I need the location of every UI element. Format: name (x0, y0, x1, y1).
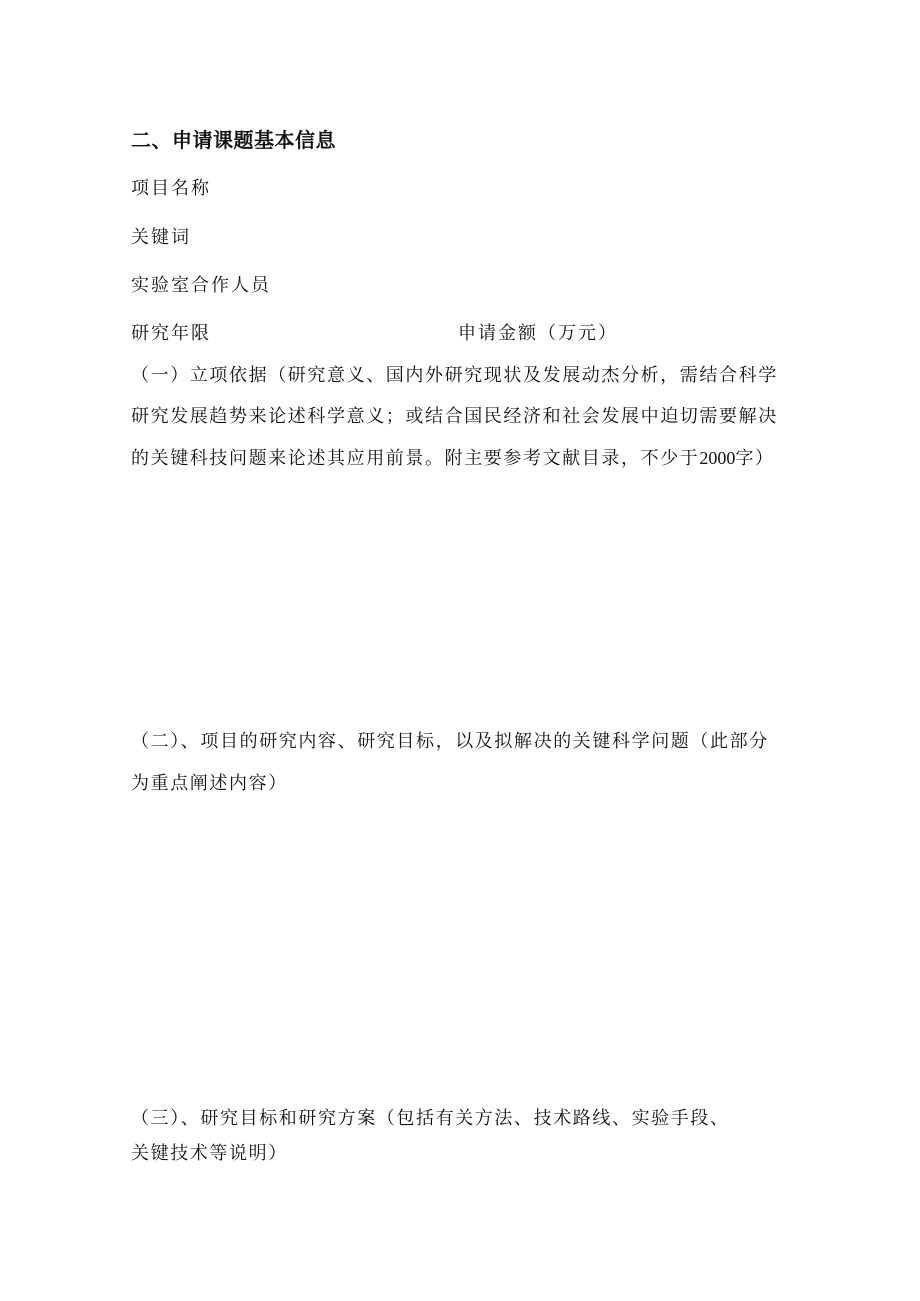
keywords-label: 关键词 (131, 227, 191, 248)
section-heading: 二、申请课题基本信息 (131, 128, 336, 152)
section-3-line-1: （三）、研究目标和研究方案（包括有关方法、技术路线、实验手段、 (131, 1108, 730, 1129)
research-period-label: 研究年限 (131, 323, 211, 344)
amount-label: 申请金额（万元） (458, 323, 618, 344)
section-2-line-2: 为重点阐述内容） (131, 773, 288, 794)
section-1-line-3-text: 的关键科技问题来论述其应用前景。附主要参考文献目录，不少于 (131, 448, 700, 469)
section-1-line-3-tail: 字） (735, 448, 775, 469)
section-1-line-3 (131, 444, 775, 470)
section-3-line-2: 关键技术等说明） (131, 1143, 288, 1164)
word-count-number: 2000 (699, 448, 736, 468)
lab-collaborators-label: 实验室合作人员 (131, 275, 271, 296)
section-1-line-1: （一）立项依据（研究意义、国内外研究现状及发展动杰分析，需结合科学 (131, 365, 778, 386)
project-name-label: 项目名称 (131, 178, 211, 199)
section-2-line-1: （二）、项目的研究内容、研究目标，以及拟解决的关键科学问题（此部分 (131, 731, 769, 752)
section-1-line-2: 研究发展趋势来论述科学意义；或结合国民经济和社会发展中迫切需要解决 (131, 406, 778, 427)
